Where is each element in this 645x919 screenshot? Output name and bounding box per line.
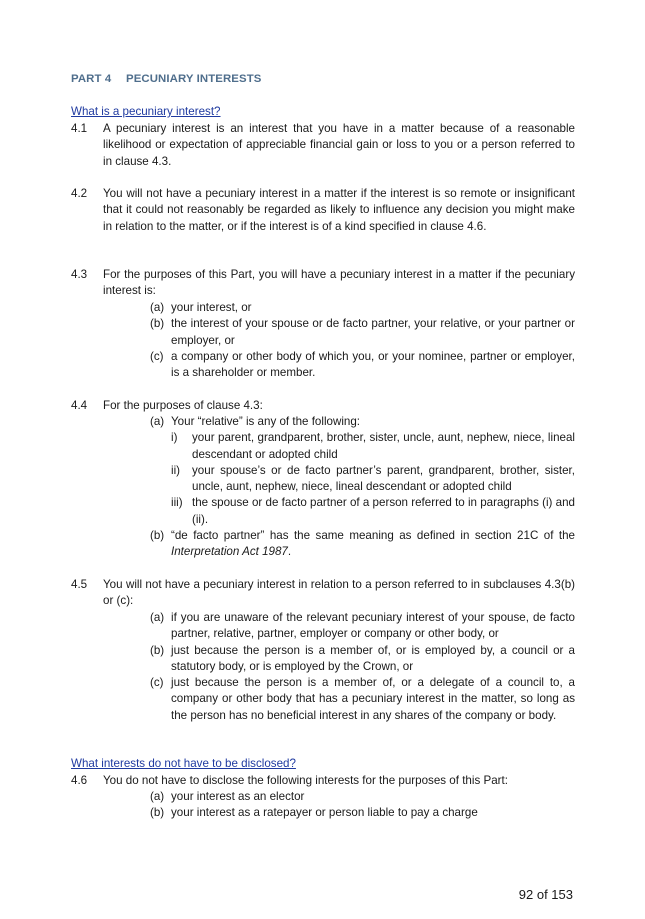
clause-4-5-items [150,610,575,724]
list-item [150,643,575,676]
list-item [150,675,575,724]
part-title: PECUNIARY INTERESTS [126,73,262,85]
clause-4-5 [71,577,575,610]
part-number: PART 4 [71,73,112,85]
clause-number: 4.2 [71,187,88,200]
clause-4-3-items [150,300,575,381]
subitem-label: i) [171,431,178,445]
clause-number: 4.5 [71,578,88,591]
part-heading [71,71,261,87]
item-text: just because the person is a member of, or a delegate of a council to, a company or other body that has a pecuniary interest in the matter, so long as the person has no beneficial interest in any shares of the company or body. [171,676,575,722]
clause-number: 4.1 [71,122,88,135]
section-heading-not-disclosed: What interests do not have to be disclosed? [71,757,296,770]
item-text: the interest of your spouse or de facto partner, your relative, or your partner or employer, or [171,317,575,347]
clause-text: For the purposes of this Part, you will have a pecuniary interest in a matter if the pecuniary interest is: [103,268,575,298]
item-label: (b) [150,317,165,331]
item-end: . [287,545,292,559]
item-text: your interest as an elector [171,790,305,803]
item-label: (b) [150,806,165,820]
clause-4-3 [71,267,575,300]
clause-4-1 [71,121,575,170]
clause-4-2 [71,186,575,235]
clause-text: You will not have a pecuniary interest in relation to a person referred to in subclauses 4.3(b) or (c): [103,578,575,608]
list-item [150,316,575,349]
item-text: just because the person is a member of, or is employed by, a council or a statutory body, or is employed by the Crown, or [171,643,575,673]
act-title: Interpretation Act 1987 [171,545,288,559]
item-text: your interest as a ratepayer or person liable to pay a charge [171,806,478,820]
clause-text: A pecuniary interest is an interest that you have in a matter because of a reasonable likelihood or expectation of appreciable financial gain or loss to you or a person referred to in clause 4.3. [103,122,575,168]
subitem-text: the spouse or de facto partner of a person referred to in paragraphs (i) and (ii). [192,496,575,526]
list-item [150,300,575,316]
list-item [150,805,575,821]
subitem-text: your spouse’s or de facto partner’s parent, grandparent, brother, sister, uncle, aunt, nephew, niece, lineal descendant or adopted child [192,463,575,494]
item-label: (a) [150,790,165,803]
clause-4-4-items [150,414,575,561]
sub-list-item [171,495,575,528]
clause-number: 4.3 [71,268,88,281]
sub-list-item [171,430,575,463]
clause-text: For the purposes of clause 4.3: [103,399,263,412]
clause-4-6-items [150,789,575,822]
page-number: 92 of 153 [518,887,573,902]
item-label: (b) [150,529,165,543]
item-label: (a) [150,301,165,314]
list-item [150,789,575,805]
item-label: (a) [150,611,165,624]
item-label: (b) [150,643,165,657]
clause-number: 4.6 [71,774,88,787]
list-item [150,349,575,382]
subitem-text: your parent, grandparent, brother, sister, uncle, aunt, nephew, niece, lineal descendant or adopted child [192,431,575,461]
item-text: “de facto partner” has the same meaning as defined in section 21C of the [171,529,575,543]
clause-4-4 [71,398,575,414]
list-item [150,528,575,561]
section-heading-what-is: What is a pecuniary interest? [71,105,221,118]
clause-number: 4.4 [71,399,88,412]
item-text: if you are unaware of the relevant pecuniary interest of your spouse, de facto partner, relative, partner, employer or company or other body, or [171,611,575,641]
list-item [150,414,575,430]
clause-text: You do not have to disclose the following interests for the purposes of this Part: [103,774,508,787]
item-label: (c) [150,676,164,690]
item-text: your interest, or [171,301,252,314]
item-label: (c) [150,349,164,363]
item-text: Your “relative” is any of the following: [171,415,361,428]
item-label: (a) [150,415,165,428]
subitem-label: ii) [171,463,181,477]
list-item [150,610,575,643]
clause-4-6 [71,773,575,789]
item-text: a company or other body of which you, or your nominee, partner or employer, is a shareholder or member. [171,349,575,380]
clause-text: You will not have a pecuniary interest in a matter if the interest is so remote or insignificant that it could not reasonably be regarded as likely to influence any decision you might make in relation to the matter, or if the interest is of a kind specified in clause 4.6. [103,187,575,233]
sub-list-item [171,463,575,496]
subitem-label: iii) [171,496,183,510]
relative-subitems [171,430,575,528]
